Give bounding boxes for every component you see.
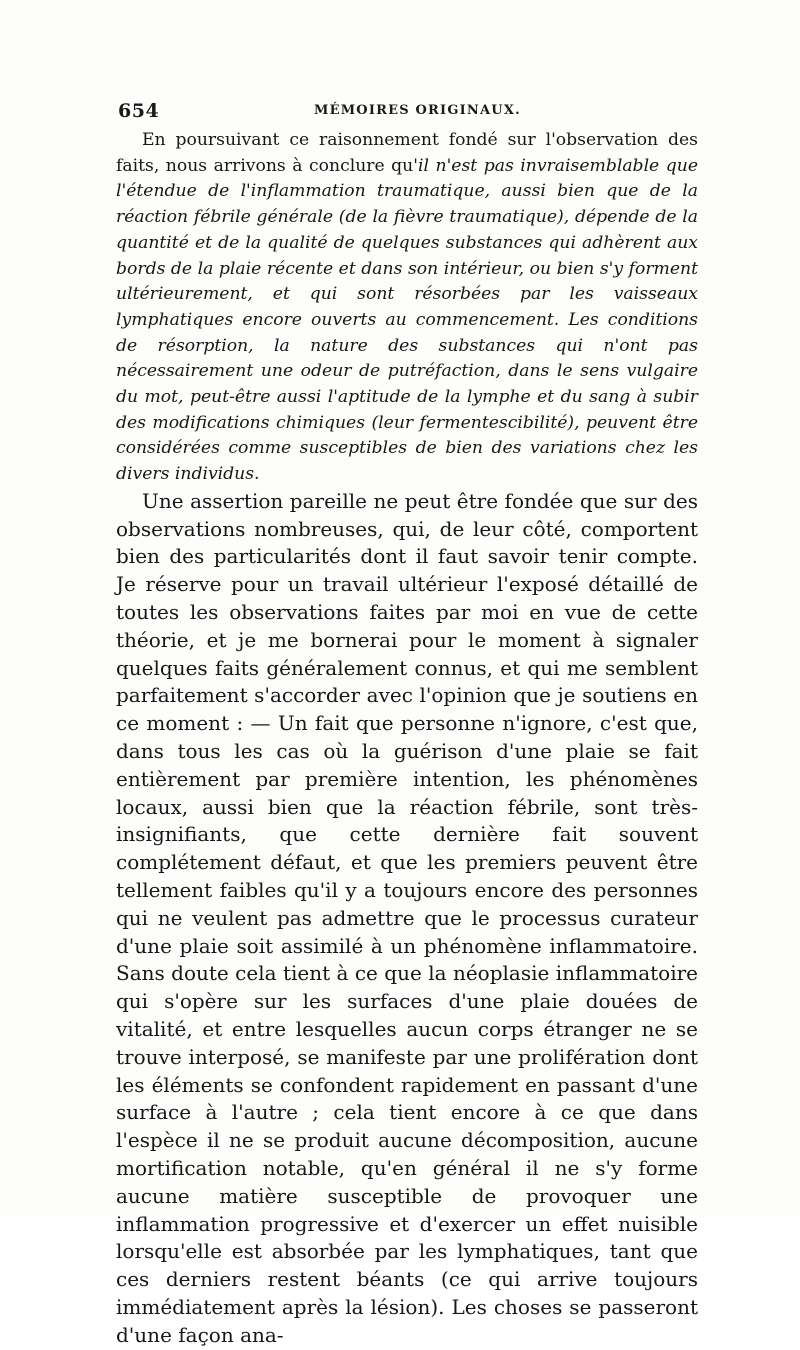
page-header xyxy=(118,100,696,124)
paragraph-conclusion-intro: En poursuivant ce raisonnement fondé sur l'observation des faits, nous arrivons à conclure qu' xyxy=(116,130,698,176)
paragraph-conclusion-italic: il n'est pas invraisemblable que l'étendue de l'inflammation traumatique, aussi bien que de la réaction fébrile générale (de la fièvre traumatique), dépende de la quantité et de la qualité de quelques substances qui adhèrent aux bords de la plaie récente et dans son intérieur, ou bien s'y forment ultérieurement, et qui sont résorbées par les vaisseaux lymphatiques encore ouverts au commencement. Les conditions de résorption, la nature des substances qui n'ont pas nécessairement une odeur de putréfaction, dans le sens vulgaire du mot, peut-être aussi l'aptitude de la lymphe et du sang à subir des modifications chimiques (leur fermentescibilité), peuvent être considérées comme susceptibles de bien des variations chez les divers individus. xyxy=(116,155,698,485)
paragraph-observations-text: Une assertion pareille ne peut être fondée que sur des observations nombreuses, qui, de leur côté, comportent bien des particularités dont il faut savoir tenir compte. Je réserve pour un travail ultérieur l'exposé détaillé de toutes les observations faites par moi en vue de cette théorie, et je me bornerai pour le moment à signaler quelques faits généralement connus, et qui me semblent parfaitement s'accorder avec l'opinion que je soutiens en ce moment : — Un fait que personne n'ignore, c'est que, dans tous les cas où la guérison d'une plaie se fait entièrement par première intention, les phénomènes locaux, aussi bien que la réaction fébrile, sont très-insignifiants, que cette dernière fait souvent complétement défaut, et que les premiers peuvent être tellement faibles qu'il y a toujours encore des personnes qui ne veulent pas admettre que le processus curateur d'une plaie soit assimilé à un phénomène inflammatoire. Sans doute cela tient à ce que la néoplasie inflammatoire qui s'opère sur les surfaces d'une plaie douées de vitalité, et entre lesquelles aucun corps étranger ne se trouve interposé, se manifeste par une prolifération dont les éléments se confondent rapidement en passant d'une surface à l'autre ; cela tient encore à ce que dans l'espèce il ne se produit aucune décomposition, aucune mortification notable, qu'en général il ne s'y forme aucune matière susceptible de provoquer une inflammation progressive et d'exercer un effet nuisible lorsqu'elle est absorbée par les lymphatiques, tant que ces derniers restent béants (ce qui arrive toujours immédiatement après la lésion). Les choses se passeront d'une façon ana- xyxy=(116,488,698,1347)
paragraph-conclusion xyxy=(116,128,698,488)
running-title: MÉMOIRES ORIGINAUX. xyxy=(314,103,521,118)
page-number: 654 xyxy=(118,100,160,122)
paragraph-observations xyxy=(116,488,698,1350)
body-text xyxy=(116,128,698,1350)
